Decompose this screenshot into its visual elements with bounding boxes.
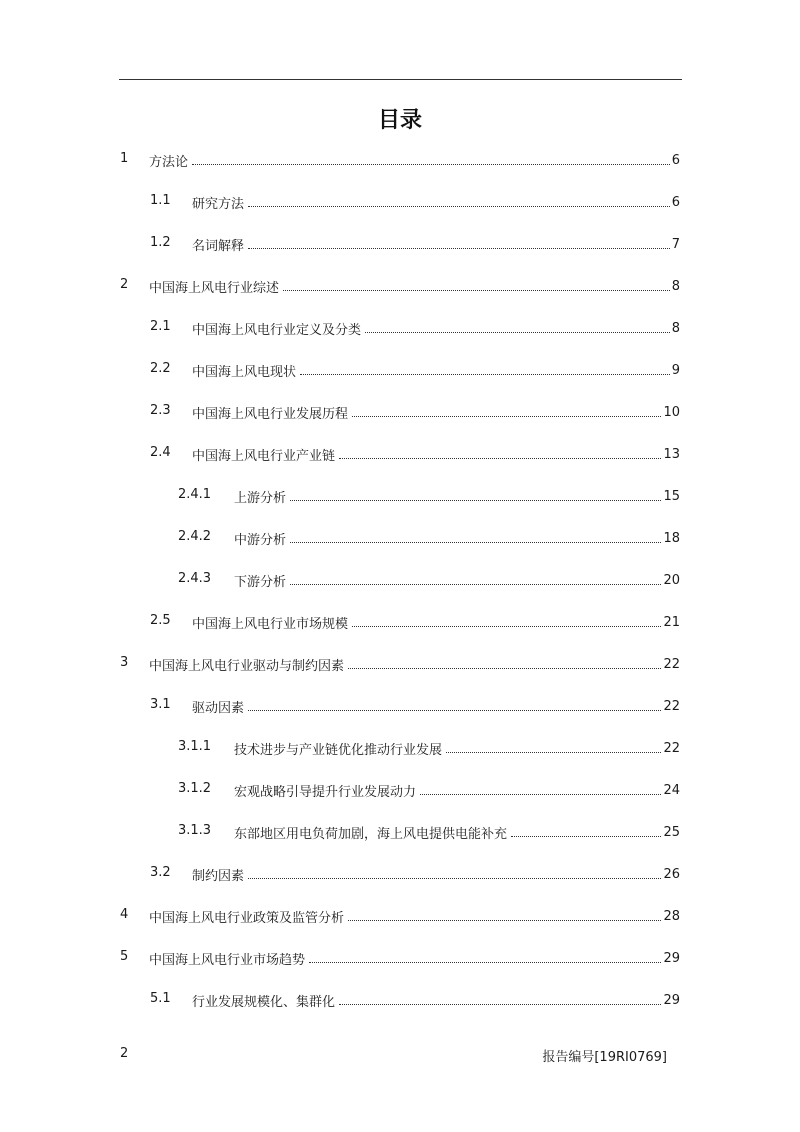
toc-entry-page: 13: [663, 446, 680, 462]
toc-leader-dots: [365, 332, 670, 333]
toc-entry-number: 5.1: [150, 991, 171, 1006]
toc-entry-page: 7: [671, 236, 680, 252]
header-rule: [119, 79, 682, 80]
toc-leader-dots: [352, 626, 661, 627]
toc-entry-page: 28: [663, 908, 680, 924]
toc-leader-dots: [339, 458, 661, 459]
toc-entry-page: 6: [671, 152, 680, 168]
toc-entry[interactable]: [150, 612, 680, 632]
toc-entry[interactable]: [150, 192, 680, 212]
toc-entry[interactable]: [150, 864, 680, 884]
toc-entry-number: 2.4.3: [178, 571, 212, 586]
toc-entry-page: 22: [663, 656, 680, 672]
toc-entry-number: 1: [120, 151, 129, 166]
toc-leader-dots: [248, 878, 661, 879]
toc-entry-number: 2.4.2: [178, 529, 212, 544]
toc-entry-number: 1.1: [150, 193, 171, 208]
toc-entry-page: 10: [663, 404, 680, 420]
toc-entry-number: 3: [120, 655, 129, 670]
toc-entry-label: 方法论: [149, 154, 189, 170]
toc-entry-number: 2.5: [150, 613, 171, 628]
toc-entry-page: 29: [663, 950, 680, 966]
toc-entry[interactable]: [150, 402, 680, 422]
toc-leader-dots: [348, 920, 661, 921]
toc-leader-dots: [290, 584, 661, 585]
toc-entry[interactable]: [120, 906, 680, 926]
toc-entry-page: 9: [671, 362, 680, 378]
toc-entry[interactable]: [178, 486, 680, 506]
toc-leader-dots: [248, 710, 661, 711]
toc-entry[interactable]: [178, 780, 680, 800]
toc-entry-label: 中国海上风电行业综述: [149, 280, 280, 296]
toc-entry-label: 技术进步与产业链优化推动行业发展: [234, 742, 443, 758]
toc-leader-dots: [348, 668, 661, 669]
toc-entry[interactable]: [120, 948, 680, 968]
toc-entry[interactable]: [178, 570, 680, 590]
toc-entry-page: 29: [663, 992, 680, 1008]
toc-entry-label: 行业发展规模化、集群化: [192, 994, 336, 1010]
toc-leader-dots: [300, 374, 670, 375]
toc-entry-page: 6: [671, 194, 680, 210]
toc-entry-label: 中国海上风电行业市场规模: [192, 616, 349, 632]
toc-leader-dots: [248, 248, 670, 249]
toc-leader-dots: [248, 206, 670, 207]
toc-entry-page: 20: [663, 572, 680, 588]
toc-entry[interactable]: [120, 654, 680, 674]
toc-entry-label: 中国海上风电行业发展历程: [192, 406, 349, 422]
toc-entry-number: 2.1: [150, 319, 171, 334]
toc-leader-dots: [290, 500, 661, 501]
toc-entry-number: 3.1.1: [178, 739, 212, 754]
toc-entry-number: 2.2: [150, 361, 171, 376]
toc-entry[interactable]: [178, 822, 680, 842]
toc-entry-label: 中国海上风电行业定义及分类: [192, 322, 362, 338]
toc-entry-number: 4: [120, 907, 129, 922]
toc-entry-number: 2.4: [150, 445, 171, 460]
toc-leader-dots: [420, 794, 661, 795]
toc-leader-dots: [309, 962, 661, 963]
toc-entry-label: 中国海上风电行业驱动与制约因素: [149, 658, 345, 674]
toc-entry-number: 3.1: [150, 697, 171, 712]
toc-entry-label: 研究方法: [192, 196, 245, 212]
toc-entry[interactable]: [150, 990, 680, 1010]
toc-leader-dots: [339, 1004, 661, 1005]
toc-entry-label: 名词解释: [192, 238, 245, 254]
toc-entry-label: 中国海上风电行业产业链: [192, 448, 336, 464]
toc-entry-label: 东部地区用电负荷加剧，海上风电提供电能补充: [234, 826, 508, 842]
toc-entry-number: 1.2: [150, 235, 171, 250]
toc-entry-label: 中游分析: [234, 532, 287, 548]
toc-entry-page: 25: [663, 824, 680, 840]
toc-leader-dots: [192, 164, 670, 165]
toc-entry[interactable]: [178, 738, 680, 758]
toc-entry-number: 3.1.2: [178, 781, 212, 796]
footer-page-number: 2: [120, 1046, 129, 1061]
toc-entry-number: 5: [120, 949, 129, 964]
toc-entry-label: 中国海上风电现状: [192, 364, 297, 380]
toc-leader-dots: [511, 836, 661, 837]
toc-leader-dots: [352, 416, 661, 417]
toc-entry-page: 22: [663, 740, 680, 756]
toc-entry[interactable]: [178, 528, 680, 548]
toc-entry-number: 3.1.3: [178, 823, 212, 838]
toc-entry[interactable]: [150, 696, 680, 716]
toc-entry-page: 21: [663, 614, 680, 630]
toc-entry[interactable]: [150, 444, 680, 464]
toc-entry-page: 26: [663, 866, 680, 882]
toc-entry-label: 制约因素: [192, 868, 245, 884]
toc-entry-label: 下游分析: [234, 574, 287, 590]
toc-entry-page: 15: [663, 488, 680, 504]
toc-entry-label: 中国海上风电行业政策及监管分析: [149, 910, 345, 926]
toc-entry-page: 8: [671, 278, 680, 294]
toc-entry-label: 上游分析: [234, 490, 287, 506]
toc-entry[interactable]: [150, 318, 680, 338]
toc-entry-label: 驱动因素: [192, 700, 245, 716]
toc-entry-page: 8: [671, 320, 680, 336]
toc-entry-number: 2.4.1: [178, 487, 212, 502]
toc-entry[interactable]: [120, 276, 680, 296]
toc-entry-label: 宏观战略引导提升行业发展动力: [234, 784, 417, 800]
toc-leader-dots: [446, 752, 661, 753]
toc-entry-page: 22: [663, 698, 680, 714]
toc-entry-number: 3.2: [150, 865, 171, 880]
toc-entry-number: 2.3: [150, 403, 171, 418]
toc-entry-page: 18: [663, 530, 680, 546]
toc-entry-label: 中国海上风电行业市场趋势: [149, 952, 306, 968]
toc-entry-number: 2: [120, 277, 129, 292]
toc-entry-page: 24: [663, 782, 680, 798]
toc-leader-dots: [283, 290, 670, 291]
toc-entry[interactable]: [150, 360, 680, 380]
toc-title: 目录: [377, 108, 422, 133]
toc-entry[interactable]: [150, 234, 680, 254]
toc-entry[interactable]: [120, 150, 680, 170]
toc-leader-dots: [290, 542, 661, 543]
footer-report-number: 报告编号[19RI0769]: [542, 1050, 667, 1065]
